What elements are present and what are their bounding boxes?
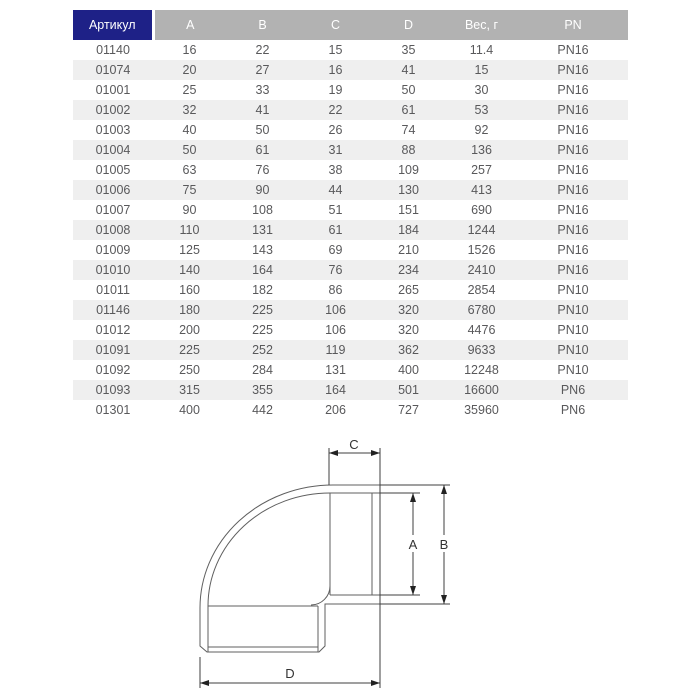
dimension-label-b: B bbox=[439, 537, 449, 552]
table-cell: 88 bbox=[401, 143, 416, 157]
table-cell: 53 bbox=[474, 103, 489, 117]
table-cell: PN16 bbox=[557, 123, 589, 137]
table-cell: 119 bbox=[325, 343, 346, 357]
table-cell: 1244 bbox=[467, 223, 496, 237]
table-cell: 50 bbox=[182, 143, 197, 157]
table-cell: 01092 bbox=[95, 363, 131, 377]
column-header-d: D bbox=[372, 10, 445, 40]
table-cell: 33 bbox=[255, 83, 270, 97]
column-header-weight: Вес, г bbox=[445, 10, 518, 40]
column-header-b: B bbox=[226, 10, 299, 40]
dimension-a bbox=[380, 493, 422, 595]
table-row bbox=[73, 240, 628, 260]
table-cell: 160 bbox=[179, 283, 200, 297]
table-row bbox=[73, 280, 628, 300]
table-cell: 257 bbox=[471, 163, 492, 177]
table-cell: 61 bbox=[401, 103, 416, 117]
table-row bbox=[73, 400, 628, 420]
table-cell: 92 bbox=[474, 123, 489, 137]
dimension-label-c: C bbox=[349, 437, 359, 452]
table-cell: 400 bbox=[179, 403, 200, 417]
table-cell: 109 bbox=[398, 163, 419, 177]
table-cell: 61 bbox=[328, 223, 343, 237]
table-cell: 225 bbox=[252, 323, 273, 337]
table-cell: 76 bbox=[328, 263, 343, 277]
table-cell: 9633 bbox=[467, 343, 496, 357]
table-row bbox=[73, 300, 628, 320]
table-cell: 234 bbox=[398, 263, 419, 277]
table-cell: PN16 bbox=[557, 143, 589, 157]
table-cell: PN16 bbox=[557, 163, 589, 177]
table-cell: 01011 bbox=[96, 283, 130, 297]
table-cell: 01004 bbox=[95, 143, 131, 157]
table-cell: 16 bbox=[182, 43, 197, 57]
table-cell: 206 bbox=[325, 403, 346, 417]
table-cell: PN10 bbox=[557, 303, 589, 317]
table-cell: 41 bbox=[401, 63, 416, 77]
table-cell: 320 bbox=[398, 323, 419, 337]
table-cell: 355 bbox=[252, 383, 273, 397]
table-cell: 2854 bbox=[467, 283, 496, 297]
column-header-a: A bbox=[153, 10, 226, 40]
table-cell: 140 bbox=[179, 263, 200, 277]
dimension-label-a: A bbox=[408, 537, 418, 552]
table-cell: 30 bbox=[474, 83, 489, 97]
table-cell: 51 bbox=[328, 203, 343, 217]
table-cell: 01008 bbox=[95, 223, 131, 237]
table-row bbox=[73, 120, 628, 140]
table-cell: 22 bbox=[255, 43, 270, 57]
table-cell: 16 bbox=[328, 63, 343, 77]
table-cell: PN10 bbox=[557, 363, 589, 377]
table-row bbox=[73, 320, 628, 340]
spec-table bbox=[73, 10, 628, 420]
table-cell: PN10 bbox=[557, 283, 589, 297]
table-cell: 01074 bbox=[95, 63, 131, 77]
table-cell: 1526 bbox=[467, 243, 496, 257]
table-cell: 11.4 bbox=[469, 43, 494, 57]
table-cell: 136 bbox=[471, 143, 492, 157]
table-cell: 250 bbox=[179, 363, 200, 377]
table-cell: 265 bbox=[398, 283, 419, 297]
table-cell: 210 bbox=[398, 243, 419, 257]
table-row bbox=[73, 80, 628, 100]
table-cell: 41 bbox=[255, 103, 270, 117]
table-cell: 131 bbox=[325, 363, 346, 377]
table-row bbox=[73, 160, 628, 180]
table-cell: 01003 bbox=[95, 123, 131, 137]
table-cell: PN6 bbox=[560, 383, 586, 397]
table-cell: 01146 bbox=[96, 303, 130, 317]
table-cell: 01010 bbox=[95, 263, 131, 277]
table-cell: 16600 bbox=[464, 383, 499, 397]
table-cell: 01091 bbox=[95, 343, 131, 357]
table-cell: 200 bbox=[179, 323, 200, 337]
table-cell: 01009 bbox=[95, 243, 131, 257]
table-cell: 32 bbox=[182, 103, 197, 117]
table-row bbox=[73, 180, 628, 200]
table-cell: 74 bbox=[401, 123, 416, 137]
table-cell: 690 bbox=[471, 203, 492, 217]
table-body bbox=[73, 40, 628, 420]
table-header bbox=[73, 10, 628, 40]
table-cell: 27 bbox=[255, 63, 270, 77]
table-cell: 184 bbox=[398, 223, 419, 237]
table-cell: 164 bbox=[252, 263, 273, 277]
table-cell: 35 bbox=[401, 43, 416, 57]
table-cell: 108 bbox=[252, 203, 273, 217]
table-cell: 284 bbox=[252, 363, 273, 377]
table-cell: PN16 bbox=[557, 83, 589, 97]
table-cell: 63 bbox=[182, 163, 197, 177]
table-row bbox=[73, 40, 628, 60]
table-cell: 225 bbox=[179, 343, 200, 357]
table-cell: PN16 bbox=[557, 43, 589, 57]
table-cell: 400 bbox=[398, 363, 419, 377]
table-cell: 50 bbox=[401, 83, 416, 97]
table-row bbox=[73, 380, 628, 400]
table-row bbox=[73, 60, 628, 80]
table-cell: 125 bbox=[179, 243, 200, 257]
table-cell: 22 bbox=[328, 103, 343, 117]
table-cell: 131 bbox=[252, 223, 273, 237]
column-header-c: C bbox=[299, 10, 372, 40]
table-cell: 315 bbox=[179, 383, 200, 397]
table-cell: 225 bbox=[252, 303, 273, 317]
table-row bbox=[73, 100, 628, 120]
table-cell: 01006 bbox=[95, 183, 131, 197]
table-cell: 50 bbox=[255, 123, 270, 137]
table-cell: 15 bbox=[474, 63, 489, 77]
table-row bbox=[73, 360, 628, 380]
table-cell: 164 bbox=[325, 383, 346, 397]
table-cell: 12248 bbox=[464, 363, 499, 377]
table-cell: PN16 bbox=[557, 103, 589, 117]
table-cell: 90 bbox=[255, 183, 270, 197]
table-cell: 31 bbox=[328, 143, 343, 157]
table-cell: 01301 bbox=[95, 403, 131, 417]
table-cell: 01140 bbox=[96, 43, 130, 57]
table-cell: PN16 bbox=[557, 263, 589, 277]
table-cell: 15 bbox=[328, 43, 343, 57]
table-cell: 180 bbox=[179, 303, 200, 317]
table-cell: 2410 bbox=[467, 263, 496, 277]
table-cell: 6780 bbox=[467, 303, 496, 317]
table-cell: PN16 bbox=[557, 183, 589, 197]
table-cell: PN16 bbox=[557, 223, 589, 237]
table-cell: 20 bbox=[182, 63, 197, 77]
table-cell: 19 bbox=[328, 83, 343, 97]
table-cell: 26 bbox=[328, 123, 343, 137]
table-cell: 106 bbox=[325, 323, 346, 337]
table-cell: 110 bbox=[179, 223, 200, 237]
table-cell: PN10 bbox=[557, 343, 589, 357]
dimension-d bbox=[200, 657, 380, 688]
table-row bbox=[73, 140, 628, 160]
table-cell: 01012 bbox=[95, 323, 131, 337]
column-header-pn: PN bbox=[518, 10, 628, 40]
table-cell: 130 bbox=[398, 183, 419, 197]
table-row bbox=[73, 200, 628, 220]
header-row bbox=[73, 10, 628, 40]
table-cell: 252 bbox=[252, 343, 273, 357]
table-cell: 151 bbox=[398, 203, 419, 217]
table-cell: PN10 bbox=[557, 323, 589, 337]
table-cell: 40 bbox=[182, 123, 197, 137]
table-cell: 01002 bbox=[95, 103, 131, 117]
table-cell: 61 bbox=[255, 143, 270, 157]
table-cell: PN16 bbox=[557, 63, 589, 77]
table-cell: 501 bbox=[398, 383, 419, 397]
table-row bbox=[73, 340, 628, 360]
elbow-technical-drawing bbox=[180, 435, 480, 700]
table-cell: 727 bbox=[398, 403, 419, 417]
table-cell: 413 bbox=[471, 183, 492, 197]
table-cell: 182 bbox=[252, 283, 273, 297]
table-cell: 86 bbox=[328, 283, 343, 297]
table-cell: 01093 bbox=[95, 383, 131, 397]
table-cell: PN6 bbox=[560, 403, 586, 417]
table-cell: 01001 bbox=[95, 83, 131, 97]
table-cell: PN16 bbox=[557, 203, 589, 217]
table-cell: 320 bbox=[398, 303, 419, 317]
table-cell: 362 bbox=[398, 343, 419, 357]
table-row bbox=[73, 260, 628, 280]
table-cell: 38 bbox=[328, 163, 343, 177]
dimension-label-d: D bbox=[285, 666, 295, 681]
table-cell: PN16 bbox=[557, 243, 589, 257]
table-cell: 01005 bbox=[95, 163, 131, 177]
table-cell: 4476 bbox=[467, 323, 496, 337]
table-cell: 35960 bbox=[464, 403, 499, 417]
table-cell: 25 bbox=[182, 83, 197, 97]
table-cell: 106 bbox=[325, 303, 346, 317]
table-cell: 44 bbox=[328, 183, 343, 197]
table-row bbox=[73, 220, 628, 240]
column-header-article: Артикул bbox=[73, 10, 153, 40]
elbow-outline bbox=[200, 485, 380, 652]
table-cell: 143 bbox=[252, 243, 273, 257]
table-cell: 442 bbox=[252, 403, 273, 417]
table-cell: 01007 bbox=[95, 203, 131, 217]
table-cell: 76 bbox=[255, 163, 270, 177]
table-cell: 75 bbox=[182, 183, 197, 197]
table-cell: 90 bbox=[182, 203, 197, 217]
table-cell: 69 bbox=[328, 243, 343, 257]
